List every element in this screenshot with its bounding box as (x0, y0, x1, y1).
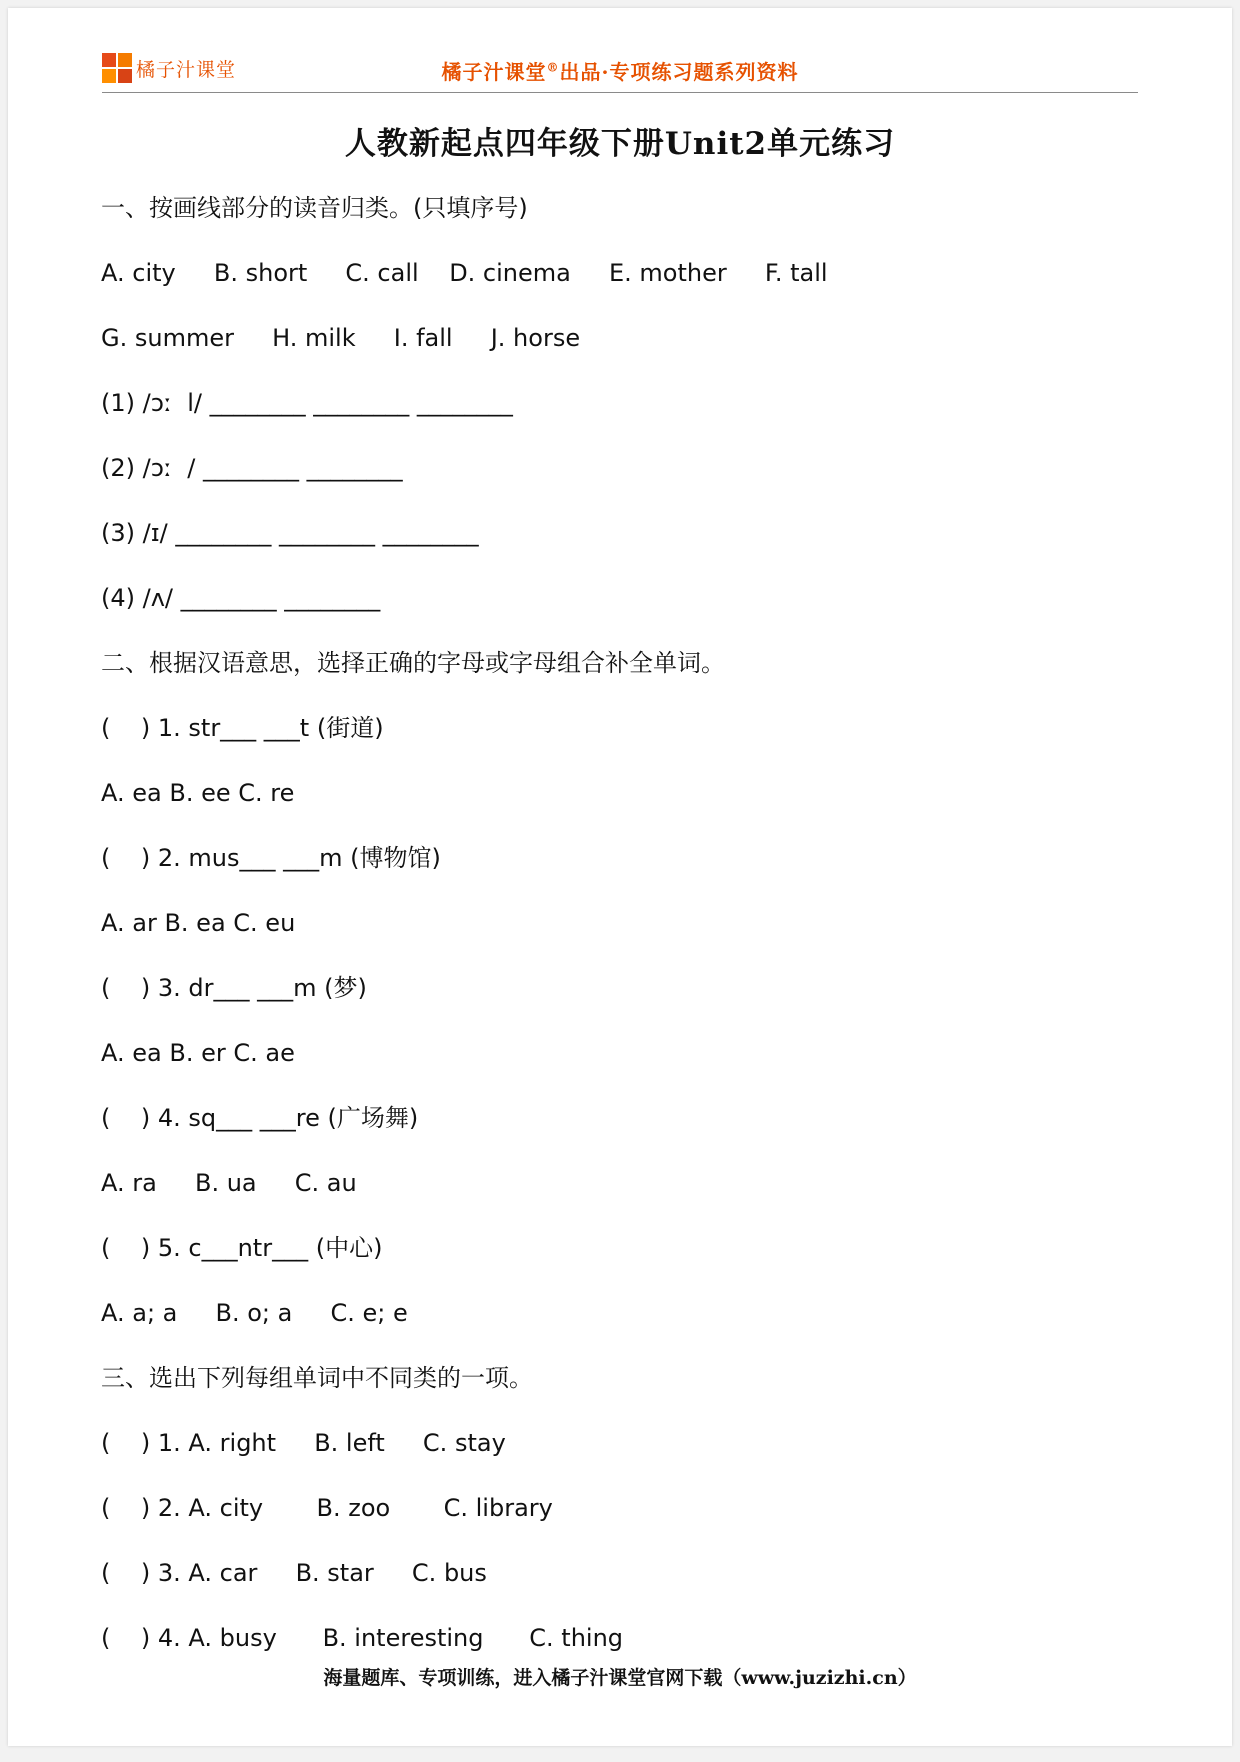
question-3-4: ( ) 4. A. busy B. interesting C. thing (101, 1624, 624, 1652)
worksheet-title: 人教新起点四年级下册Unit2单元练习 (344, 126, 896, 162)
phonetic-item-3: (3) /ɪ/ ________ ________ ________ (101, 519, 479, 547)
question-3-2: ( ) 2. A. city B. zoo C. library (101, 1494, 553, 1522)
question-2-3: ( ) 3. dr___ ___m (梦) (101, 974, 367, 1002)
options-2-2: A. ar B. ea C. eu (101, 909, 296, 937)
page-header (102, 50, 1138, 93)
series-desc: 出品·专项练习题系列资料 (559, 60, 799, 84)
phonetic-item-4: (4) /ʌ/ ________ ________ (101, 584, 381, 612)
section-1-heading: 一、按画线部分的读音归类。(只填序号) (101, 194, 528, 222)
phonetic-item-2: (2) /ɔː / ________ ________ (101, 454, 403, 482)
exercise-content (101, 176, 1138, 1671)
registered-mark: ® (546, 60, 560, 75)
options-2-4: A. ra B. ua C. au (101, 1169, 357, 1197)
word-options-row-1: A. city B. short C. call D. cinema E. mother F. tall (101, 259, 828, 287)
question-2-5: ( ) 5. c___ntr___ (中心) (101, 1234, 383, 1262)
series-title (102, 56, 1138, 85)
page-footer: 海量题库、专项训练，进入橘子汁课堂官网下载（www.juzizhi.cn） (323, 1667, 917, 1689)
question-2-4: ( ) 4. sq___ ___re (广场舞) (101, 1104, 419, 1132)
options-2-5: A. a; a B. o; a C. e; e (101, 1299, 408, 1327)
question-2-1: ( ) 1. str___ ___t (街道) (101, 714, 384, 742)
phonetic-item-1: (1) /ɔː l/ ________ ________ ________ (101, 389, 513, 417)
options-2-1: A. ea B. ee C. re (101, 779, 295, 807)
options-2-3: A. ea B. er C. ae (101, 1039, 295, 1067)
section-2-heading: 二、根据汉语意思，选择正确的字母或字母组合补全单词。 (101, 649, 725, 677)
question-3-3: ( ) 3. A. car B. star C. bus (101, 1559, 487, 1587)
question-3-1: ( ) 1. A. right B. left C. stay (101, 1429, 506, 1457)
question-2-2: ( ) 2. mus___ ___m (博物馆) (101, 844, 441, 872)
logo-text: 橘子汁课堂 (136, 58, 237, 81)
series-brand: 橘子汁课堂 (441, 60, 547, 84)
word-options-row-2: G. summer H. milk I. fall J. horse (101, 324, 581, 352)
worksheet-page (8, 8, 1232, 1746)
section-3-heading: 三、选出下列每组单词中不同类的一项。 (101, 1364, 533, 1392)
